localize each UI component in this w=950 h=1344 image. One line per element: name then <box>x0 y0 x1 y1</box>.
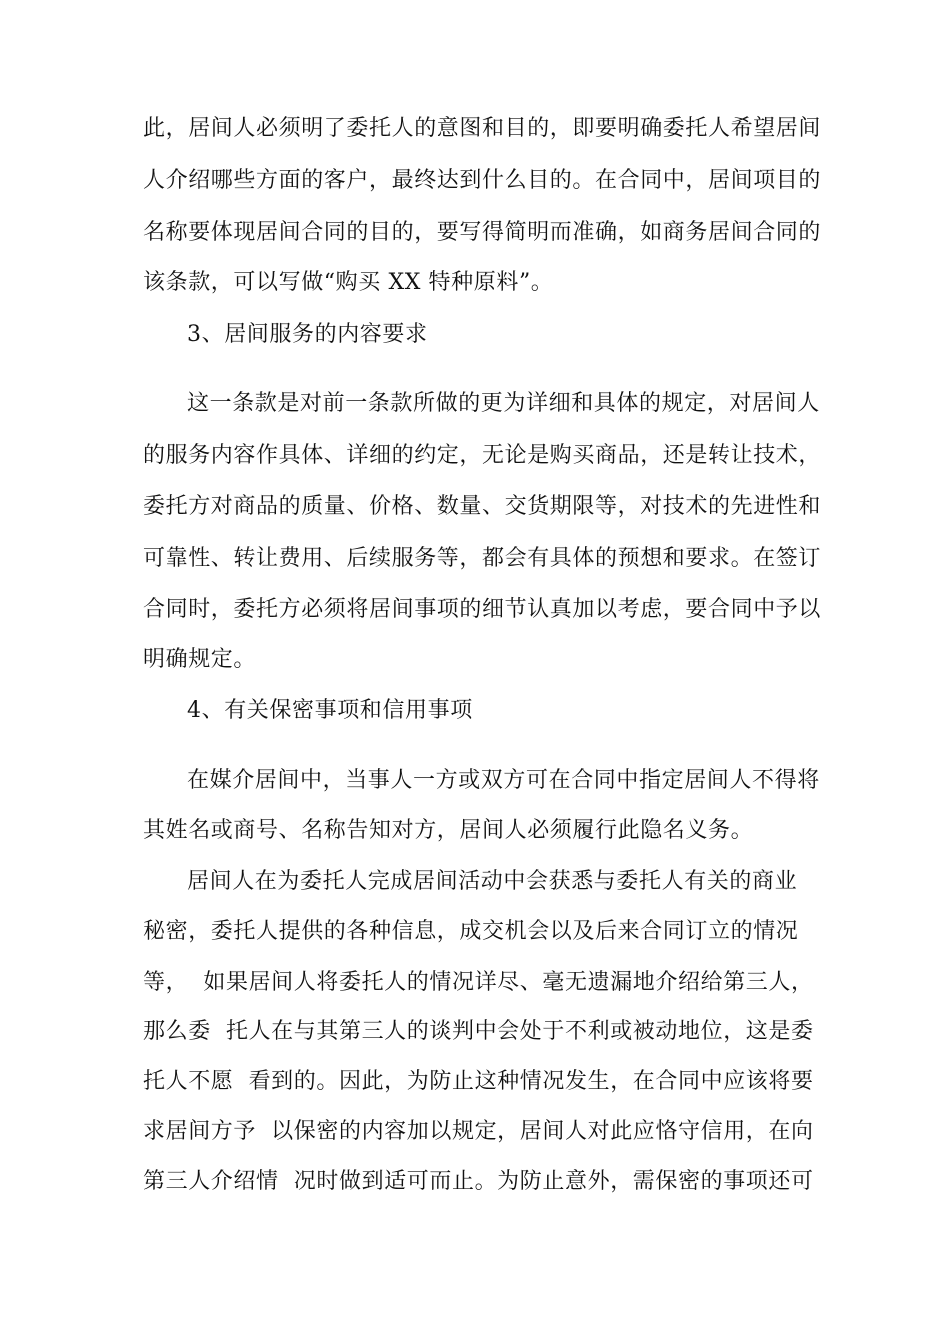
text-line: 求居间方予 以保密的内容加以规定，居间人对此应恪守信用，在向 <box>143 1119 814 1144</box>
text-line: 在媒介居间中，当事人一方或双方可在合同中指定居间人不得将 <box>187 768 820 793</box>
text-line: 合同时，委托方必须将居间事项的细节认真加以考虑，要合同中予以 <box>143 597 822 622</box>
text-line: 该条款，可以写做“购买 XX 特种原料”。 <box>143 270 554 295</box>
text-line: 第三人介绍情 况时做到适可而止。为防止意外，需保密的事项还可 <box>143 1169 814 1194</box>
text-line: 这一条款是对前一条款所做的更为详细和具体的规定，对居间人 <box>187 391 820 416</box>
text-line: 名称要体现居间合同的目的，要写得简明而准确，如商务居间合同的 <box>143 220 822 245</box>
text-line: 等， 如果居间人将委托人的情况详尽、毫无遗漏地介绍给第三人， <box>143 970 814 995</box>
text-line: 的服务内容作具体、详细的约定，无论是购买商品，还是转让技术， <box>143 443 822 468</box>
text-line: 秘密，委托人提供的各种信息，成交机会以及后来合同订立的情况 <box>143 919 799 944</box>
text-line: 此，居间人必须明了委托人的意图和目的，即要明确委托人希望居间 <box>143 116 822 141</box>
text-line: 明确规定。 <box>143 647 257 672</box>
text-line: 居间人在为委托人完成居间活动中会获悉与委托人有关的商业 <box>187 869 798 894</box>
text-line: 其姓名或商号、名称告知对方，居间人必须履行此隐名义务。 <box>143 818 754 843</box>
text-line: 托人不愿 看到的。因此，为防止这种情况发生，在合同中应该将要 <box>143 1069 814 1094</box>
section-heading: 4、有关保密事项和信用事项 <box>187 698 473 723</box>
section-heading: 3、居间服务的内容要求 <box>187 322 428 347</box>
text-line: 委托方对商品的质量、价格、数量、交货期限等，对技术的先进性和 <box>143 494 822 519</box>
text-line: 可靠性、转让费用、后续服务等，都会有具体的预想和要求。在签订 <box>143 546 822 571</box>
text-line: 那么委 托人在与其第三人的谈判中会处于不利或被动地位，这是委 <box>143 1019 814 1044</box>
text-line: 人介绍哪些方面的客户，最终达到什么目的。在合同中，居间项目的 <box>143 168 822 193</box>
